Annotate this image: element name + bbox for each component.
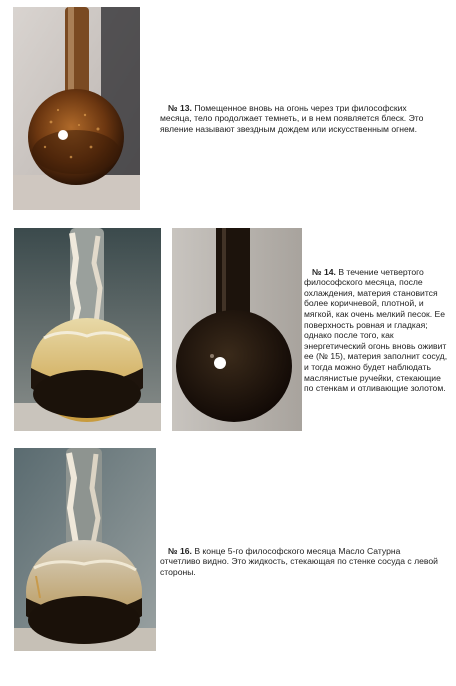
flask-photo-13 bbox=[13, 7, 140, 210]
caption-14-number: № 14. bbox=[312, 266, 336, 277]
caption-13-text: Помещенное вновь на огонь через три философских месяца, тело продолжает темнеть, и в нем появляется блеск. Это явление называют звездным дождем или искусственным огнем. bbox=[160, 102, 424, 134]
caption-16-text: В конце 5-го философского месяца Масло Сатурна отчетливо видно. Это жидкость, стекающая по стенке сосуда с левой стороны. bbox=[160, 545, 438, 577]
caption-13-number: № 13. bbox=[168, 102, 192, 113]
caption-14-text: В течение четвертого философского месяца, после охлаждения, материя становится более коричневой, плотной, и мягкой, как очень мелкий песок. Ее поверхность ровная и гладкая; однако после того, как энергетический огонь вновь оживит ее (№ 15), материя заполнит сосуд, и тогда можно будет наблюдать маслянистые ручейки, стекающие по стенкам и отливающие золотом. bbox=[304, 266, 448, 394]
caption-16 bbox=[160, 546, 442, 578]
caption-13 bbox=[160, 103, 440, 135]
flask-photo-14-left bbox=[14, 228, 161, 431]
caption-16-number: № 16. bbox=[168, 545, 192, 556]
flask-photo-16 bbox=[14, 448, 156, 651]
caption-14 bbox=[304, 267, 450, 394]
flask-photo-14-right bbox=[172, 228, 302, 431]
